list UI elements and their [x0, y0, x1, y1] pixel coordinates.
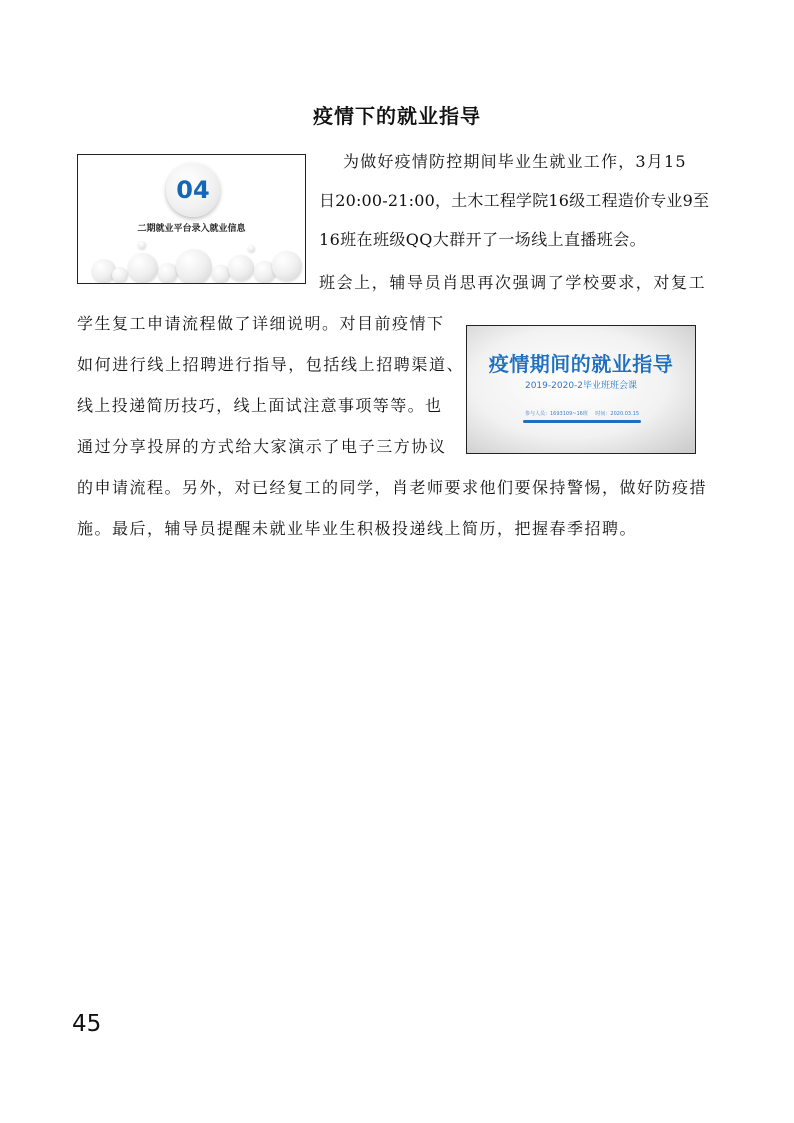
decorative-bubble: [158, 263, 178, 283]
paragraph-line: 施。最后，辅导员提醒未就业毕业生积极投递线上简历，把握春季招聘。: [77, 519, 638, 538]
paragraph-line: 日20:00-21:00，土木工程学院16级工程造价专业9至: [319, 191, 710, 210]
slide-date: 时间：2020.03.15: [595, 411, 640, 417]
slide-image-platform-info: [77, 154, 306, 284]
paragraph-line: 通过分享投屏的方式给大家演示了电子三方协议: [77, 437, 447, 456]
paragraph-line: 线上投递简历技巧，线上面试注意事项等等。也: [77, 396, 443, 415]
page-title: 疫情下的就业指导: [313, 104, 481, 128]
paragraph-line: 如何进行线上招聘进行指导，包括线上招聘渠道、: [77, 355, 465, 374]
decorative-bubble: [128, 253, 158, 283]
paragraph-line: 为做好疫情防控期间毕业生就业工作，3月15: [343, 152, 687, 171]
decorative-bubble: [176, 249, 212, 284]
decorative-bubble: [112, 267, 128, 283]
slide-underline-bar: [523, 420, 641, 423]
decorative-bubble: [138, 241, 146, 249]
decorative-bubble: [248, 245, 255, 252]
paragraph-line: 班会上，辅导员肖思再次强调了学校要求，对复工: [319, 273, 707, 292]
paragraph-line: 学生复工申请流程做了详细说明。对目前疫情下: [77, 314, 445, 333]
decorative-bubble: [272, 251, 302, 281]
slide-subtitle: 2019-2020-2毕业班班会课: [524, 381, 638, 391]
slide-image-employment-guidance: [466, 325, 696, 454]
slide-caption: 二期就业平台录入就业信息: [137, 224, 246, 234]
paragraph-line: 的申请流程。另外，对已经复工的同学，肖老师要求他们要保持警惕，做好防疫措: [77, 478, 708, 497]
slide-title: 疫情期间的就业指导: [488, 352, 674, 376]
slide-participants: 参与人员：1693109~16班: [525, 411, 588, 417]
paragraph-line: 16班在班级QQ大群开了一场线上直播班会。: [319, 230, 646, 249]
number-badge: [166, 163, 220, 217]
slide-meta: [525, 410, 645, 417]
page-number: 45: [72, 1011, 102, 1037]
decorative-bubble: [228, 255, 254, 281]
slide-number: 04: [176, 176, 210, 204]
